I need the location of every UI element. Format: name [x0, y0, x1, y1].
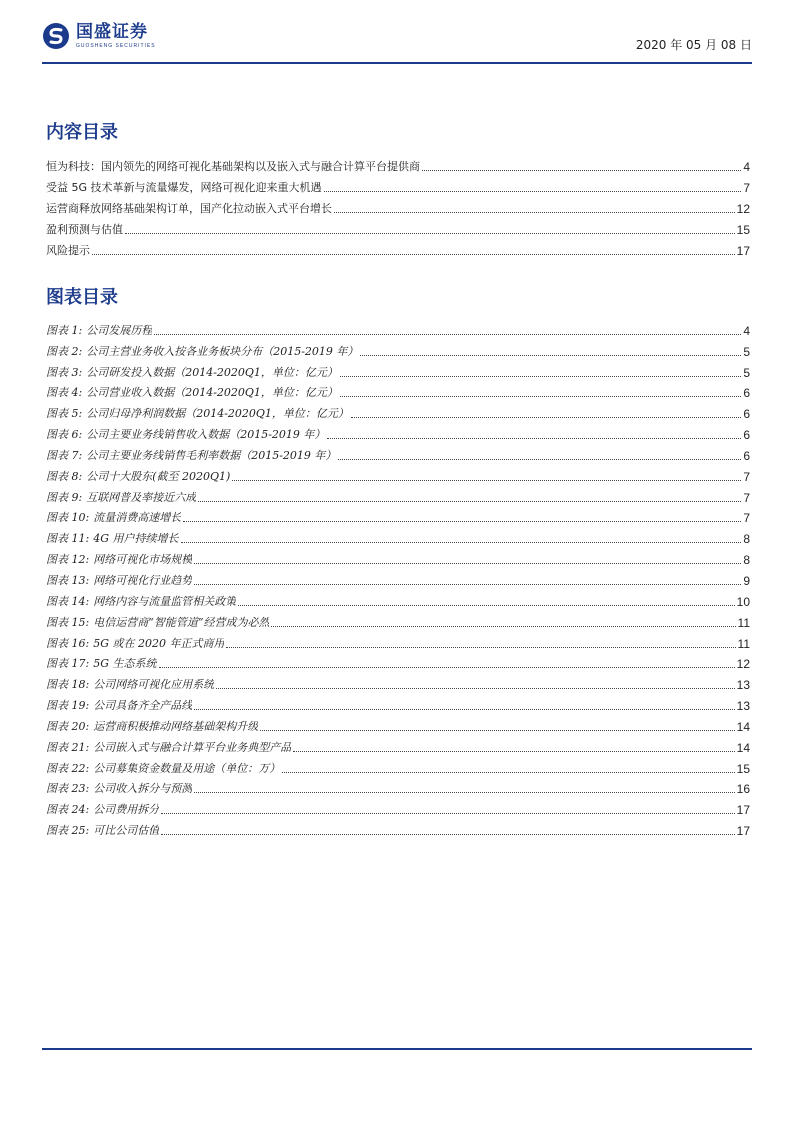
- figure-entry[interactable]: [46, 755, 750, 776]
- figure-title: 公司主要业务线销售收入数据（2015-2019 年）: [86, 428, 326, 442]
- dot-leader: [161, 834, 734, 835]
- figure-label: 图表 11:: [46, 532, 90, 546]
- page-number: 6: [743, 407, 750, 422]
- figure-entry-caption: [46, 574, 192, 588]
- figure-label: 图表 21:: [46, 740, 90, 754]
- figure-title: 5G 生态系统: [93, 657, 157, 671]
- page-number: 17: [736, 824, 750, 839]
- figure-label: 图表 4:: [46, 386, 83, 400]
- dot-leader: [198, 501, 741, 502]
- figure-entry[interactable]: [46, 734, 750, 755]
- toc-entry-text: 盈利预测与估值: [46, 223, 123, 236]
- dot-leader: [422, 170, 741, 171]
- figure-title: 互联网普及率接近六成: [86, 490, 197, 504]
- figure-entry[interactable]: [46, 421, 750, 442]
- dot-leader: [194, 584, 741, 585]
- dot-leader: [334, 212, 735, 213]
- toc-entry[interactable]: [46, 153, 750, 174]
- figure-entry-caption: [46, 824, 159, 838]
- figure-entry-caption: [46, 511, 181, 525]
- dot-leader: [154, 334, 741, 335]
- figure-entry[interactable]: [46, 338, 750, 359]
- page-number: 15: [736, 761, 750, 776]
- figure-entry[interactable]: [46, 609, 750, 630]
- figure-entry[interactable]: [46, 463, 750, 484]
- dot-leader: [327, 438, 741, 439]
- toc-entry[interactable]: [46, 195, 750, 216]
- dot-leader: [194, 563, 741, 564]
- page-number: 13: [736, 699, 750, 714]
- figure-title: 公司主营业务收入按各业务板块分布（2015-2019 年）: [86, 344, 359, 358]
- figure-label: 图表 14:: [46, 594, 90, 608]
- figure-title: 公司嵌入式与融合计算平台业务典型产品: [93, 740, 292, 754]
- figure-entry[interactable]: [46, 796, 750, 817]
- page-number: 12: [736, 202, 750, 216]
- figure-entry-caption: [46, 449, 336, 463]
- figure-entry-caption: [46, 637, 224, 651]
- figure-entry[interactable]: [46, 400, 750, 421]
- figure-title: 公司网络可视化应用系统: [93, 678, 215, 692]
- figure-entry[interactable]: [46, 546, 750, 567]
- figure-label: 图表 25:: [46, 824, 90, 838]
- figure-entry[interactable]: [46, 317, 750, 338]
- figure-entry-caption: [46, 553, 192, 567]
- dot-leader: [282, 772, 734, 773]
- figure-title: 公司发展历程: [86, 323, 153, 337]
- figure-label: 图表 24:: [46, 803, 90, 817]
- figure-entry-caption: [46, 657, 157, 671]
- figure-list-title: 图表目录: [46, 287, 118, 308]
- figure-label: 图表 7:: [46, 448, 83, 462]
- figure-label: 图表 22:: [46, 761, 90, 775]
- page-number: 10: [736, 594, 750, 609]
- dot-leader: [338, 459, 741, 460]
- page-number: 6: [743, 428, 750, 443]
- figure-entry-caption: [46, 428, 325, 442]
- contents-list: [46, 153, 750, 258]
- page-number: 17: [736, 244, 750, 258]
- figure-title: 公司募集资金数量及用途（单位：万）: [93, 761, 281, 775]
- figure-label: 图表 1:: [46, 323, 83, 337]
- figure-entry[interactable]: [46, 505, 750, 526]
- figure-label: 图表 23:: [46, 782, 90, 796]
- guosheng-logo-icon: [42, 22, 70, 50]
- figure-entry-caption: [46, 762, 280, 776]
- logo-english-name: GUOSHENG SECURITIES: [76, 43, 156, 49]
- dot-leader: [216, 688, 734, 689]
- figure-label: 图表 20:: [46, 719, 90, 733]
- page-header: [42, 22, 752, 62]
- page-number: 11: [737, 615, 750, 630]
- logo-chinese-name: 国盛证券: [76, 22, 148, 42]
- dot-leader: [194, 792, 734, 793]
- figure-label: 图表 2:: [46, 344, 83, 358]
- figure-title: 网络内容与流量监管相关政策: [93, 594, 237, 608]
- page-number: 4: [743, 323, 750, 338]
- figure-entry-caption: [46, 345, 358, 359]
- figure-label: 图表 6:: [46, 428, 83, 442]
- page-number: 12: [736, 657, 750, 672]
- figure-entry-caption: [46, 678, 214, 692]
- figure-entry[interactable]: [46, 713, 750, 734]
- dot-leader: [271, 626, 735, 627]
- page-number: 6: [743, 448, 750, 463]
- header-divider: [42, 62, 752, 64]
- footer-divider: [42, 1048, 752, 1050]
- page-number: 13: [736, 678, 750, 693]
- figure-label: 图表 5:: [46, 407, 83, 421]
- page-number: 16: [736, 782, 750, 797]
- page-number: 7: [743, 511, 750, 526]
- figure-title: 公司具备齐全产品线: [93, 699, 193, 713]
- figure-entry[interactable]: [46, 484, 750, 505]
- toc-entry[interactable]: [46, 237, 750, 258]
- figure-entry-caption: [46, 491, 196, 505]
- figure-title: 运营商积极推动网络基础架构升级: [93, 719, 259, 733]
- figure-entry[interactable]: [46, 442, 750, 463]
- figure-entry[interactable]: [46, 671, 750, 692]
- figure-entry-caption: [46, 324, 152, 338]
- dot-leader: [340, 376, 741, 377]
- toc-entry-text: 受益 5G 技术革新与流量爆发，网络可视化迎来重大机遇: [46, 181, 322, 194]
- dot-leader: [360, 355, 741, 356]
- page-number: 11: [737, 636, 750, 651]
- page-number: 14: [736, 719, 750, 734]
- figure-entry-caption: [46, 386, 338, 400]
- figure-title: 流量消费高速增长: [93, 511, 182, 525]
- page-number: 7: [743, 181, 750, 195]
- figure-title: 网络可视化市场规模: [93, 553, 193, 567]
- dot-leader: [232, 480, 741, 481]
- figure-entry-caption: [46, 532, 179, 546]
- dot-leader: [293, 751, 734, 752]
- company-logo: [42, 22, 156, 50]
- page-number: 17: [736, 803, 750, 818]
- figure-label: 图表 18:: [46, 678, 90, 692]
- figure-title: 5G 或在 2020 年正式商用: [93, 636, 225, 650]
- figure-entry[interactable]: [46, 630, 750, 651]
- figure-entry[interactable]: [46, 525, 750, 546]
- figure-title: 电信运营商“智能管道”经营成为必然: [93, 615, 270, 629]
- toc-entry-text: 运营商释放网络基础架构订单，国产化拉动嵌入式平台增长: [46, 202, 332, 215]
- figure-label: 图表 8:: [46, 469, 83, 483]
- dot-leader: [183, 521, 741, 522]
- page-number: 5: [743, 365, 750, 380]
- figure-entry[interactable]: [46, 651, 750, 672]
- page-number: 8: [743, 553, 750, 568]
- figure-entry-caption: [46, 595, 236, 609]
- figure-label: 图表 3:: [46, 365, 83, 379]
- dot-leader: [226, 647, 735, 648]
- figure-entry-caption: [46, 803, 159, 817]
- figure-label: 图表 17:: [46, 657, 90, 671]
- dot-leader: [260, 730, 734, 731]
- dot-leader: [351, 417, 741, 418]
- figure-label: 图表 13:: [46, 573, 90, 587]
- figure-entry-caption: [46, 616, 269, 630]
- figure-title: 网络可视化行业趋势: [93, 573, 193, 587]
- figure-title: 公司十大股东(截至 2020Q1): [86, 469, 231, 483]
- figure-entry-caption: [46, 366, 338, 380]
- figure-label: 图表 9:: [46, 490, 83, 504]
- figure-label: 图表 10:: [46, 511, 90, 525]
- page-number: 7: [743, 490, 750, 505]
- toc-entry-text: 恒为科技：国内领先的网络可视化基础架构以及嵌入式与融合计算平台提供商: [46, 160, 420, 173]
- dot-leader: [159, 667, 735, 668]
- figure-entry[interactable]: [46, 776, 750, 797]
- figure-entry[interactable]: [46, 692, 750, 713]
- page-number: 7: [743, 469, 750, 484]
- page-number: 14: [736, 740, 750, 755]
- dot-leader: [181, 542, 742, 543]
- dot-leader: [324, 191, 742, 192]
- figure-title: 公司营业收入数据（2014-2020Q1，单位：亿元）: [86, 386, 338, 400]
- dot-leader: [238, 605, 734, 606]
- figure-label: 图表 16:: [46, 636, 90, 650]
- page-number: 4: [743, 160, 750, 174]
- dot-leader: [194, 709, 734, 710]
- dot-leader: [340, 396, 741, 397]
- toc-entry-text: 风险提示: [46, 244, 90, 257]
- toc-entry[interactable]: [46, 174, 750, 195]
- figure-title: 公司收入拆分与预测: [93, 782, 193, 796]
- page-number: 6: [743, 386, 750, 401]
- figure-entry[interactable]: [46, 359, 750, 380]
- figure-title: 公司费用拆分: [93, 803, 160, 817]
- figure-label: 图表 15:: [46, 615, 90, 629]
- figure-entry-caption: [46, 407, 349, 421]
- figure-entry[interactable]: [46, 817, 750, 838]
- figure-entry-caption: [46, 699, 192, 713]
- page-number: 5: [743, 344, 750, 359]
- figure-entry[interactable]: [46, 567, 750, 588]
- figure-entry-caption: [46, 782, 192, 796]
- figure-entry[interactable]: [46, 380, 750, 401]
- figure-entry[interactable]: [46, 588, 750, 609]
- figure-title: 公司主要业务线销售毛利率数据（2015-2019 年）: [86, 448, 337, 462]
- page-number: 8: [743, 532, 750, 547]
- figure-title: 公司归母净利润数据（2014-2020Q1，单位：亿元）: [86, 407, 349, 421]
- figure-title: 可比公司估值: [93, 824, 160, 838]
- figure-entry-caption: [46, 470, 230, 484]
- toc-title: 内容目录: [46, 122, 118, 143]
- dot-leader: [92, 254, 735, 255]
- report-date: 2020 年 05 月 08 日: [635, 38, 752, 52]
- figure-label: 图表 19:: [46, 699, 90, 713]
- dot-leader: [125, 233, 735, 234]
- figure-list: [46, 317, 750, 838]
- page-number: 15: [736, 223, 750, 237]
- figure-entry-caption: [46, 741, 291, 755]
- dot-leader: [161, 813, 734, 814]
- toc-entry[interactable]: [46, 216, 750, 237]
- figure-label: 图表 12:: [46, 553, 90, 567]
- page-number: 9: [743, 573, 750, 588]
- figure-entry-caption: [46, 720, 258, 734]
- figure-title: 公司研发投入数据（2014-2020Q1，单位：亿元）: [86, 365, 338, 379]
- figure-title: 4G 用户持续增长: [93, 532, 179, 546]
